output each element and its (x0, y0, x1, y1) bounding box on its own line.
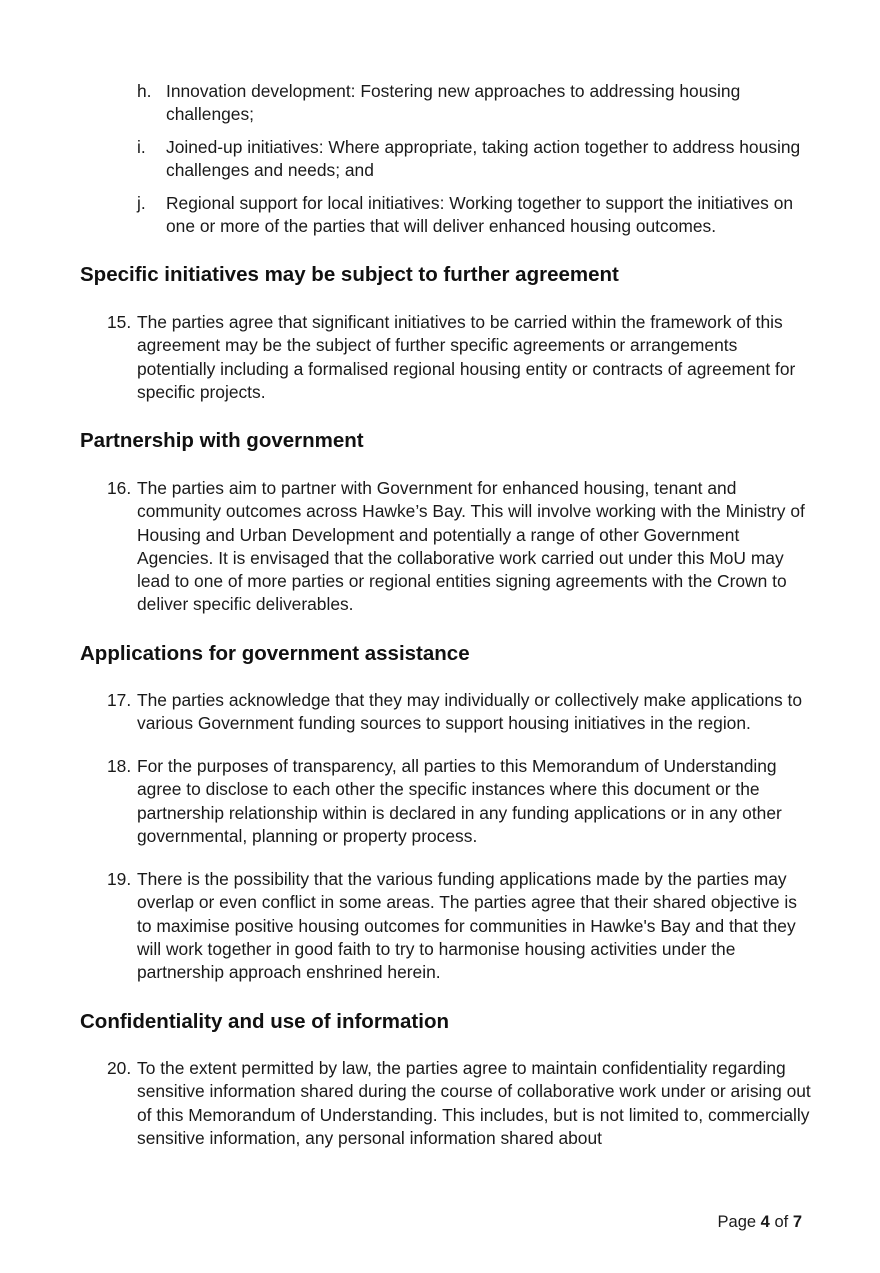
list-marker: j. (137, 193, 146, 213)
clause-text: There is the possibility that the various funding applications made by the parties may overlap or even conflict in some areas. The parties agree that their shared objective is to maximise positive housing outcomes for communities in Hawke's Bay and that they will work together in good faith to try to harmonise housing activities under the partnership approach enshrined herein. (137, 869, 797, 983)
clause-number: 20. (107, 1058, 132, 1078)
list-marker: i. (137, 137, 146, 157)
page-label: Page (717, 1213, 757, 1231)
clause-17 (107, 689, 812, 736)
clause-text: The parties agree that significant initiatives to be carried within the framework of this agreement may be the subject of further specific agreements or arrangements potentially including a formalised regional housing entity or contracts of agreement for specific projects. (137, 312, 796, 402)
clause-19 (107, 868, 812, 984)
list-item-j (137, 192, 817, 239)
clause-number: 16. (107, 478, 132, 498)
of-label: of (774, 1213, 789, 1231)
clause-15 (107, 311, 812, 404)
section-heading-specific-initiatives: Specific initiatives may be subject to further agreement (80, 263, 619, 286)
list-item-h (137, 80, 817, 127)
clause-number: 15. (107, 312, 132, 332)
list-item-text: Joined-up initiatives: Where appropriate, taking action together to address housing challenges and needs; and (166, 137, 801, 181)
list-item-text: Regional support for local initiatives: Working together to support the initiatives on one or more of the parties that will deliver enhanced housing outcomes. (166, 193, 794, 237)
clause-number: 17. (107, 690, 132, 710)
total-pages-number: 7 (792, 1213, 802, 1231)
section-heading-applications: Applications for government assistance (80, 642, 470, 665)
current-page-number: 4 (760, 1213, 770, 1231)
clause-20 (107, 1057, 812, 1150)
clause-16 (107, 477, 812, 617)
clause-text: The parties aim to partner with Government for enhanced housing, tenant and community outcomes across Hawke’s Bay. This will involve working with the Ministry of Housing and Urban Development and potentially a range of other Government Agencies. It is envisaged that the collaborative work carried out under this MoU may lead to one of more parties or regional entities signing agreements with the Crown to deliver specific deliverables. (137, 478, 805, 615)
clause-text: For the purposes of transparency, all parties to this Memorandum of Understanding agree to disclose to each other the specific instances where this document or the partnership relationship within is declared in any funding applications or in any other governmental, planning or property process. (137, 756, 782, 846)
section-heading-confidentiality: Confidentiality and use of information (80, 1010, 449, 1033)
clause-number: 18. (107, 756, 132, 776)
list-marker: h. (137, 81, 152, 101)
page-number-footer (718, 1211, 802, 1233)
section-heading-partnership: Partnership with government (80, 429, 364, 452)
clause-text: The parties acknowledge that they may individually or collectively make applications to various Government funding sources to support housing initiatives in the region. (137, 690, 803, 734)
list-item-i (137, 136, 817, 183)
clause-text: To the extent permitted by law, the parties agree to maintain confidentiality regarding sensitive information shared during the course of collaborative work under or arising out of this Memorandum of Understanding. This includes, but is not limited to, commercially sensitive information, any personal information shared about (137, 1058, 811, 1148)
clause-number: 19. (107, 869, 132, 889)
clause-18 (107, 755, 812, 848)
list-item-text: Innovation development: Fostering new approaches to addressing housing challenges; (166, 81, 741, 125)
